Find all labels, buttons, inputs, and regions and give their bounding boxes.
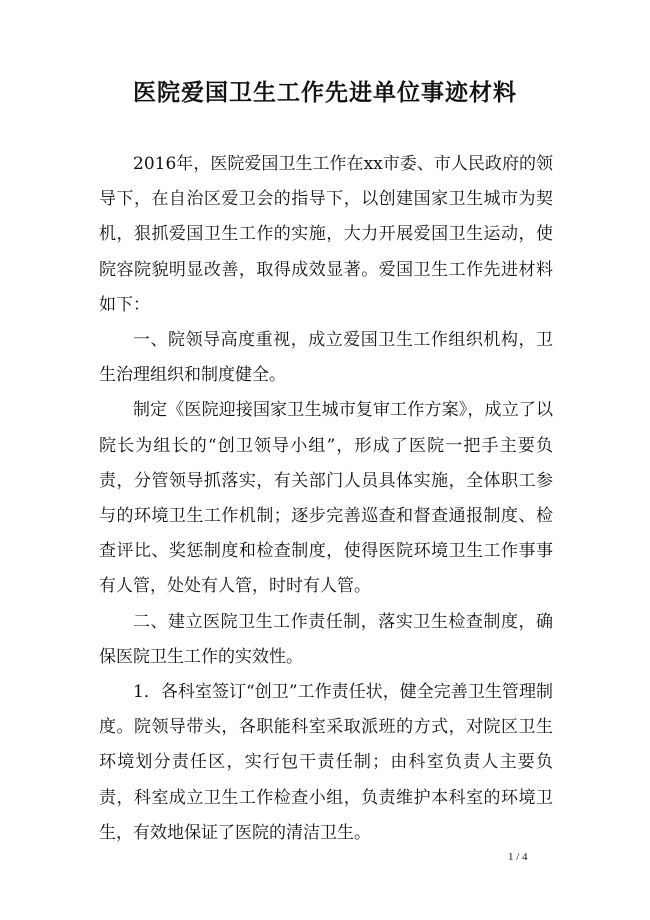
paragraph-heading-2: 二、建立医院卫生工作责任制，落实卫生检查制度，确保医院卫生工作的实效性。 [99, 611, 553, 667]
document-body [99, 147, 553, 851]
document-title: 医院爱国卫生工作先进单位事迹材料 [133, 79, 517, 106]
page-number: 1 / 4 [508, 851, 528, 863]
paragraph-item-1: 1．各科室签订“创卫”工作责任状，健全完善卫生管理制度。院领导带头，各职能科室采取派班的方式，对院区卫生环境划分责任区，实行包干责任制；由科室负责人主要负责，科室成立卫生工作检查小组，负责维护本科室的环境卫生，有效地保证了医院的清洁卫生。 [99, 682, 553, 843]
paragraph-section-1: 制定《医院迎接国家卫生城市复审工作方案》，成立了以院长为组长的“创卫领导小组”，形成了医院一把手主要负责，分管领导抓落实，有关部门人员具体实施，全体职工参与的环境卫生工作机制；逐步完善巡查和督查通报制度、检查评比、奖惩制度和检查制度，使得医院环境卫生工作事事有人管，处处有人管，时时有人管。 [99, 400, 553, 597]
paragraph-intro: 2016年，医院爱国卫生工作在xx市委、市人民政府的领导下，在自治区爱卫会的指导下，以创建国家卫生城市为契机，狠抓爱国卫生工作的实施，大力开展爱国卫生运动，使院容院貌明显改善，取得成效显著。爱国卫生工作先进材料如下： [99, 154, 553, 315]
paragraph-heading-1: 一、院领导高度重视，成立爱国卫生工作组织机构，卫生治理组织和制度健全。 [99, 330, 553, 386]
